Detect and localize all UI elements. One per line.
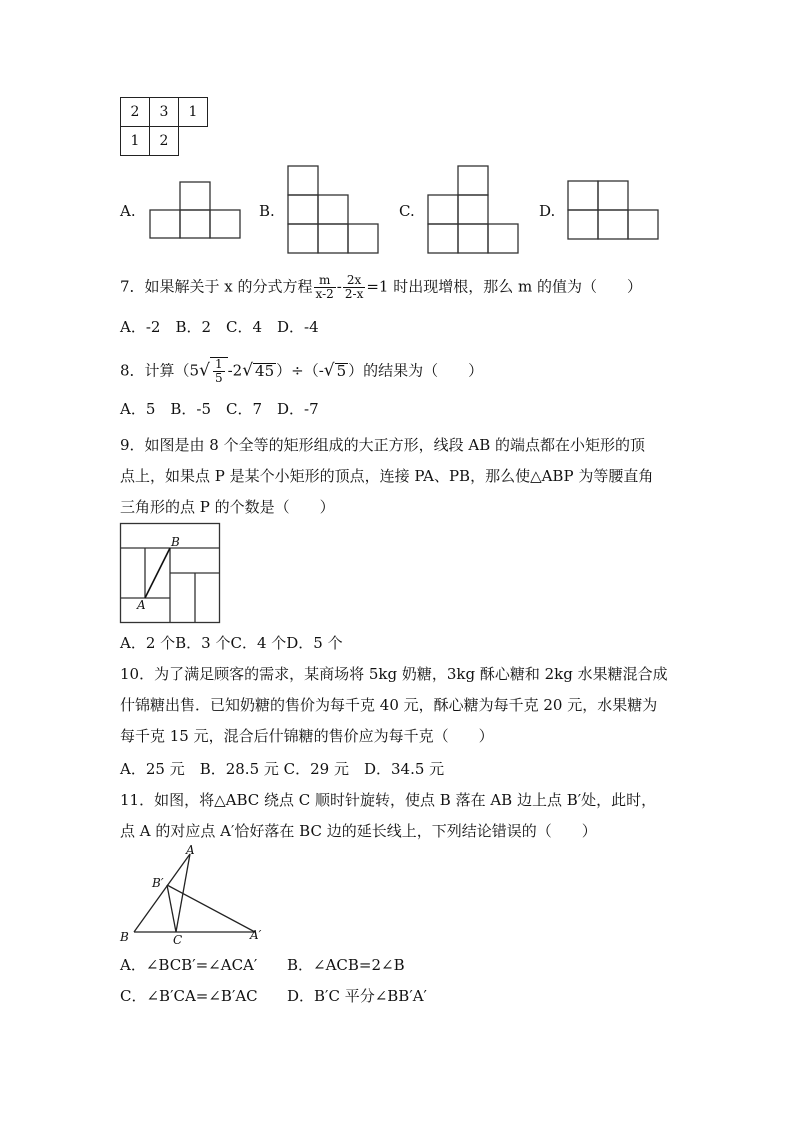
q8-text-mid2: ）÷（- [276, 361, 324, 380]
q6-option-c-label: C. [399, 202, 415, 220]
grid-cell: 2 [121, 98, 150, 127]
q10-line-2: 什锦糖出售．已知奶糖的售价为每千克 40 元，酥心糖为每千克 20 元，水果糖为 [120, 696, 658, 714]
q6-option-d-label: D. [539, 202, 556, 220]
q6-option-b-figure [288, 166, 378, 254]
q9-options: A．2 个B．3 个C．4 个D．5 个 [120, 634, 343, 652]
q11-label-a-prime: A′ [250, 928, 262, 942]
q6-option-a-figure [150, 180, 240, 240]
q6-option-b-label: B. [259, 202, 275, 220]
q7-question [120, 274, 642, 301]
q11-option-c: C．∠B′CA=∠B′AC [120, 987, 258, 1005]
q11-label-a: A [186, 843, 195, 857]
q11-option-d: D．B′C 平分∠BB′A′ [287, 987, 427, 1005]
q7-minus: - [336, 277, 342, 296]
q9-line-2: 点上，如果点 P 是某个小矩形的顶点，连接 PA、PB，那么使△ABP 为等腰直角 [120, 467, 654, 485]
q7-text-prefix: 7．如果解关于 x 的分式方程 [120, 277, 313, 296]
q7-frac2-numerator: 2x [343, 274, 365, 288]
q11-line-2: 点 A 的对应点 A′恰好落在 BC 边的延长线上，下列结论错误的（ ） [120, 822, 597, 840]
q6-option-d-figure [568, 181, 658, 241]
grid-cell-empty [179, 127, 208, 156]
q6-number-grid [120, 97, 208, 156]
q7-options: A．-2 B．2 C．4 D．-4 [120, 318, 319, 336]
q9-rectangle-figure [120, 523, 220, 623]
q9-label-b: B [171, 535, 180, 549]
q8-text-prefix: 8．计算（5 [120, 361, 200, 380]
q6-option-c-figure [428, 166, 518, 254]
sqrt-sign: √ [242, 360, 254, 381]
q8-question [120, 357, 483, 385]
q11-label-b-prime: B′ [152, 876, 164, 890]
grid-cell: 1 [179, 98, 208, 127]
q11-label-b: B [120, 930, 129, 944]
q9-line-1: 9．如图是由 8 个全等的矩形组成的大正方形，线段 AB 的端点都在小矩形的顶 [120, 436, 646, 454]
q9-label-a: A [137, 598, 146, 612]
q8-sqrt-3: 5 [336, 361, 347, 380]
q11-label-c: C [173, 933, 183, 947]
q8-text-mid: -2 [227, 361, 243, 380]
q10-line-3: 每千克 15 元，混合后什锦糖的售价应为每千克（ ） [120, 727, 494, 745]
q6-option-a-label: A. [120, 202, 136, 220]
q7-frac1-denominator: x-2 [315, 287, 334, 301]
q11-line-1: 11．如图，将△ABC 绕点 C 顺时针旋转，使点 B 落在 AB 边上点 B′处，此时， [120, 791, 657, 809]
q7-text-suffix: =1 时出现增根，那么 m 的值为（ ） [366, 277, 642, 296]
q7-frac1-numerator: m [314, 274, 336, 288]
grid-cell: 1 [121, 127, 150, 156]
q10-options: A．25 元 B．28.5 元 C．29 元 D．34.5 元 [120, 760, 445, 778]
q8-frac-numerator: 1 [214, 357, 223, 371]
q10-line-1: 10．为了满足顾客的需求，某商场将 5kg 奶糖，3kg 酥心糖和 2kg 水果糖混合成 [120, 665, 668, 683]
grid-cell: 3 [150, 98, 179, 127]
q11-option-b: B．∠ACB=2∠B [287, 956, 405, 974]
q7-fraction-1 [314, 274, 336, 301]
q8-options: A．5 B．-5 C．7 D．-7 [120, 400, 319, 418]
q7-fraction-2 [343, 274, 365, 301]
q8-sqrt-2: 45 [255, 361, 275, 380]
q9-line-3: 三角形的点 P 的个数是（ ） [120, 498, 335, 516]
grid-cell: 2 [150, 127, 179, 156]
q11-option-a: A．∠BCB′=∠ACA′ [120, 956, 258, 974]
q8-frac-denominator: 5 [214, 371, 223, 385]
q7-frac2-denominator: 2-x [344, 287, 364, 301]
q8-sqrt-1 [210, 357, 228, 385]
q8-text-suffix: ）的结果为（ ） [348, 361, 484, 380]
sqrt-sign: √ [323, 360, 335, 381]
q8-fraction [213, 358, 225, 385]
sqrt-sign: √ [199, 360, 210, 381]
q11-triangle-figure [120, 845, 270, 945]
